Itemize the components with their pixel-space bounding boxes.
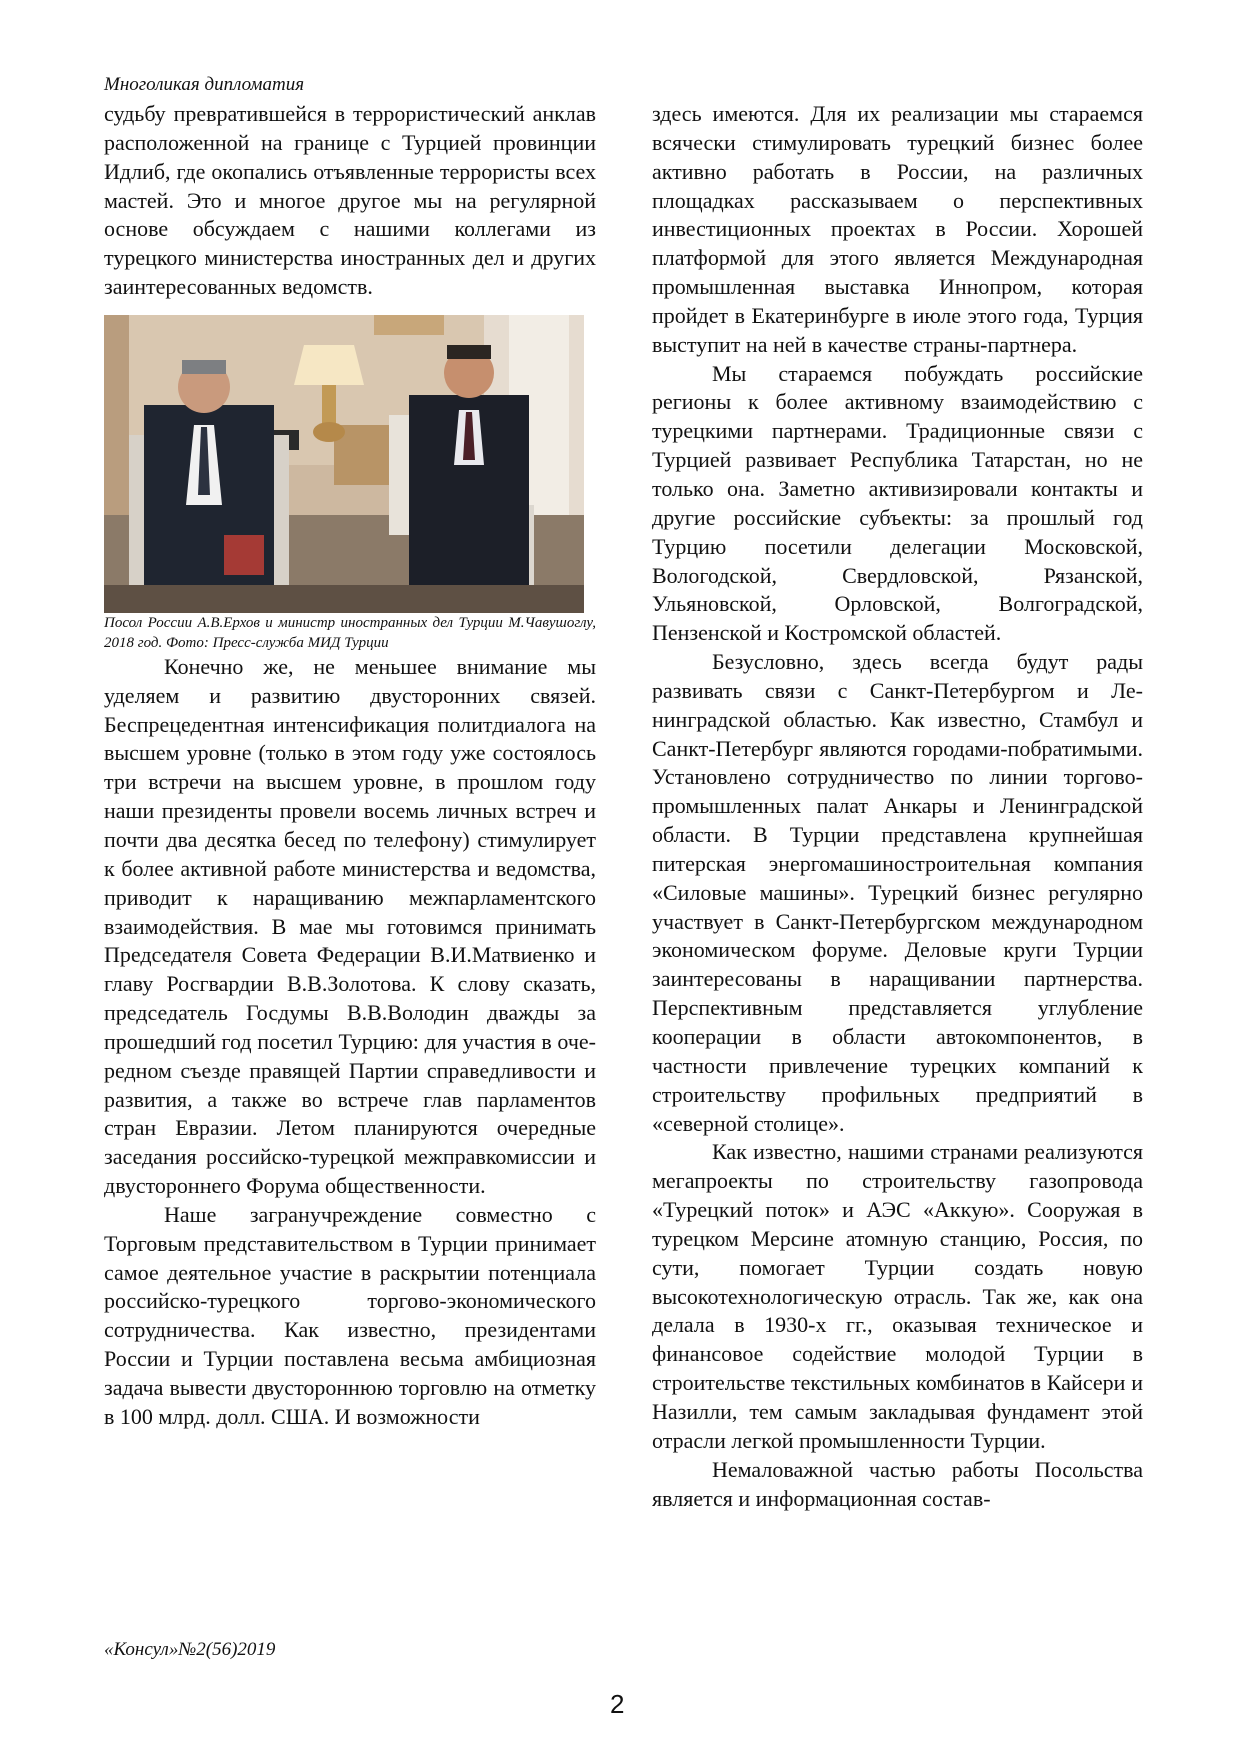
photo-caption: Посол России А.В.Ерхов и министр иностранных дел Турции М.Чавушоглу, 2018 год. Фото: Пресс-служба МИД Турции <box>104 614 596 651</box>
journal-footer: «Консул»№2(56)2019 <box>104 1639 276 1660</box>
right-paragraph-1: здесь имеются. Для их реализации мы стараемся всячески стимулировать турецкий бизнес более активно работать в России, на различных площадках рассказываем о перспективных инвестиционных проектах в России. Хорошей платформой для этого является Международная промышленная выставка Иннопром, которая пройдет в Екатеринбурге в июле этого года, Турция выступит на ней в качестве страны-партнера. <box>652 101 1143 357</box>
photo-illustration <box>104 315 584 613</box>
left-paragraph-2: Конечно же, не меньшее внимание мы уделяем и развитию двусторонних связей. Беспрецедентная интенсификация политдиалога на высшем уровне (только в этом году уже состоялось три встречи на высшем уровне, в прошлом году наши президенты провели восемь личных встреч и почти два десятка бесед по телефону) стимулирует к более активной работе министерства и ведомства, приводит к наращиванию межпарламентского взаимодействия. В мае мы готовимся принимать Председателя Совета Федерации В.И.Матвиенко и главу Росгвардии В.В.Золотова. К слову сказать, председатель Госдумы В.В.Володин дважды за прошедший год посетил Турцию: для участия в очередном съезде правящей Партии справедливости и развития, а также во встрече глав парламентов стран Евразии. Летом планируются очередные заседания российско-турецкой межправкомиссии и двустороннего Форума общественности. <box>104 653 596 1199</box>
right-paragraph-5: Немаловажной частью работы Посольства является и информационная состав- <box>652 1456 1143 1511</box>
left-paragraph-1: судьбу превратившейся в террористический анклав расположенной на границе с Турцией провинции Идлиб, где окопались отъявленные террористы всех мастей. Это и многое другое мы на регулярной основе обсуждаем с нашими коллегами из турецкого министерства иностранных дел и других заинтересованных ведомств. <box>104 101 596 300</box>
right-paragraph-4: Как известно, нашими странами реализуются мегапроекты по строительству газопровода «Турецкий поток» и АЭС «Аккую». Сооружая в турецком Мерсине атомную станцию, Россия, по сути, помогает Турции создать новую высокотехнологическую отрасль. Так же, как она делала в 1930-х гг., оказывая техническое и финансовое содействие молодой Турции в строительстве текстильных комбинатов в Кайсери и Назилли, тем самым закладывая фундамент этой отрасли легкой промышленности Турции. <box>652 1139 1143 1453</box>
photo-ambassador-minister <box>104 315 584 613</box>
page-number: 2 <box>610 1689 625 1719</box>
left-column <box>104 100 596 1432</box>
left-paragraph-3: Наше загранучреждение совместно с Торговым представительством в Турции принимает самое деятельное участие в раскрытии потенциала российско-турецкого торгово-экономического сотрудничества. Как известно, президентами России и Турции поставлена весьма амбициозная задача вывести двустороннюю торговлю на отметку в 100 млрд. долл. США. И возможности <box>104 1201 596 1429</box>
right-paragraph-3: Безусловно, здесь всегда будут рады развивать связи с Санкт-Петербургом и Ленинградской областью. Как известно, Стамбул и Санкт-Петербург являются городами-побратимыми. Установлено сотрудничество по линии торгово-промышленных палат Анкары и Ленинградской области. В Турции представлена крупнейшая питерская энергомашиностроительная компания «Силовые машины». Турецкий бизнес регулярно участвует в Санкт-Петербургском международном экономическом форуме. Деловые круги Турции заинтересованы в наращивании партнерства. Перспективным представляется углубление кооперации в области автокомпонентов, в частности привлечение турецких компаний к строительству профильных предприятий в «северной столице». <box>652 649 1143 1136</box>
running-title: Многоликая дипломатия <box>104 74 305 95</box>
right-paragraph-2: Мы стараемся побуждать российские регионы к более активному взаимодействию с турецкими партнерами. Традиционные связи с Турцией развивает Республика Татарстан, но не только она. Заметно активизировали контакты и другие российские субъекты: за прошлый год Турцию посетили делегации Московской, Вологодской, Свердловской, Рязанской, Ульяновской, Орловской, Волгоградской, Пензенской и Костромской областей. <box>652 360 1143 646</box>
right-column <box>652 100 1143 1513</box>
